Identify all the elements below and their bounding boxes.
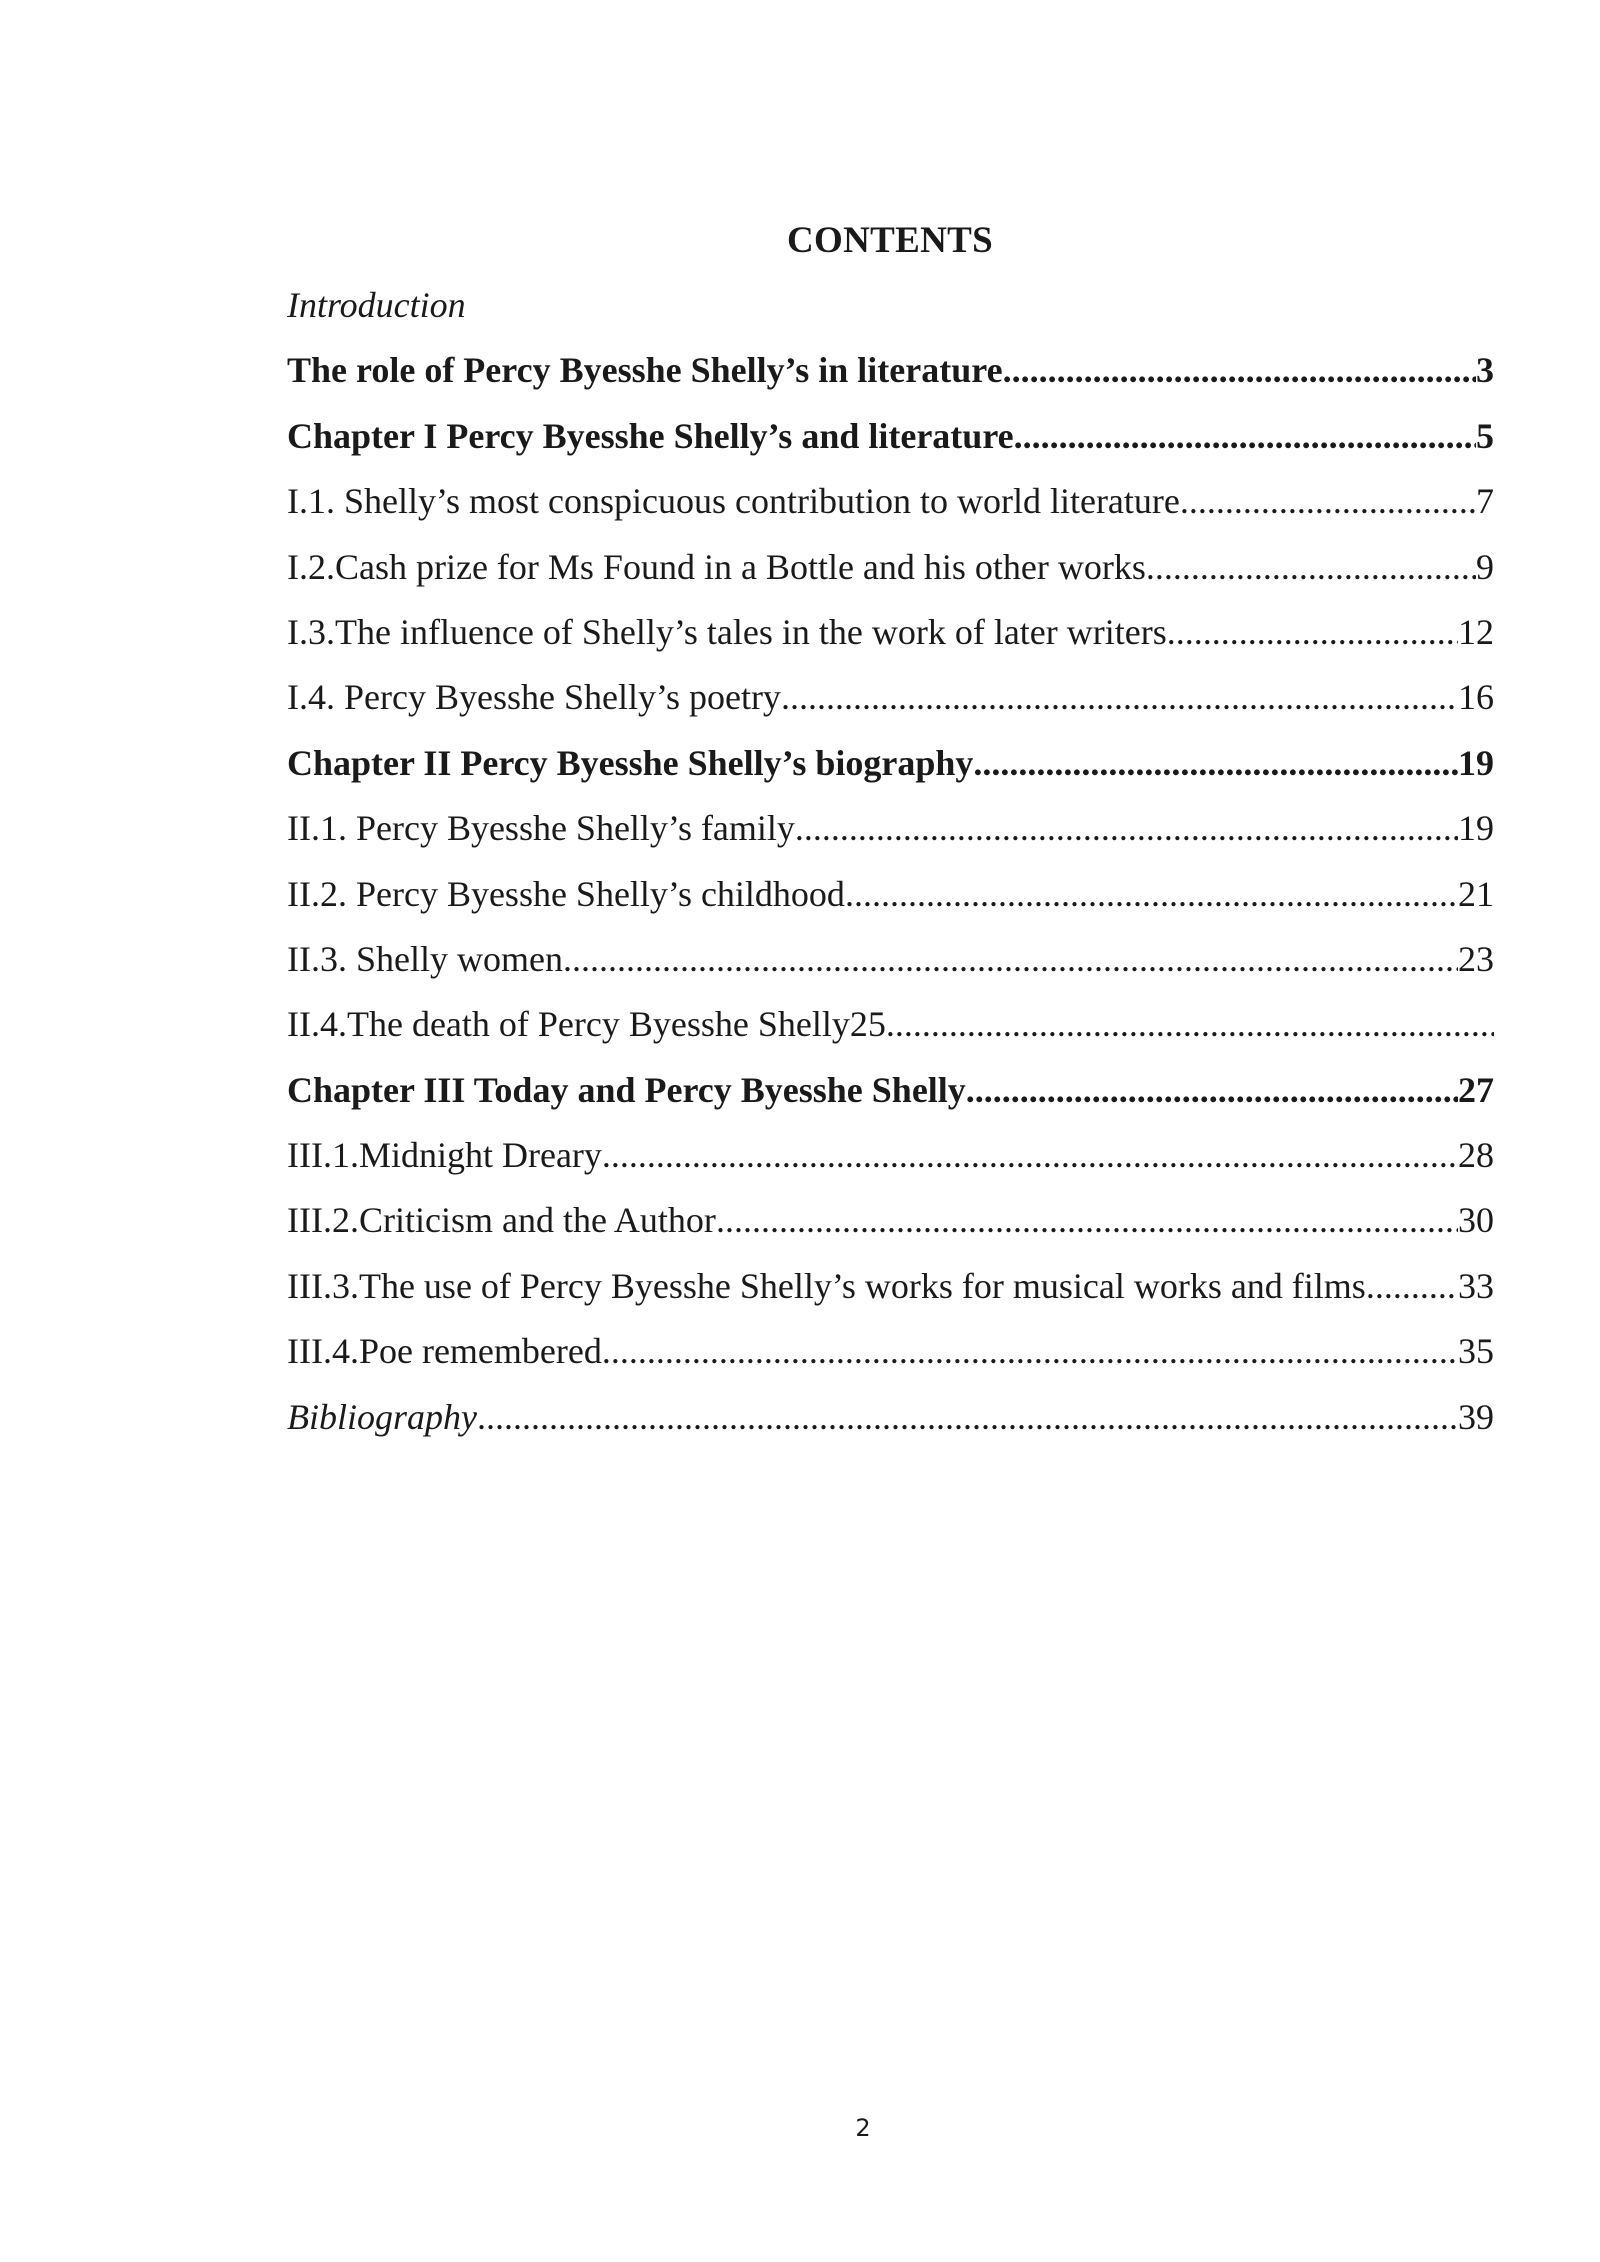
- toc-entry-line: [287, 542, 1494, 592]
- toc-entry-line: [287, 345, 1494, 395]
- toc-entry-line: [287, 1261, 1494, 1311]
- toc-entry-label: Bibliography: [287, 1396, 477, 1437]
- toc-entry: [287, 1195, 1494, 1260]
- dot-leader: [845, 869, 1458, 919]
- toc-entry-line: [287, 738, 1494, 788]
- toc-entry-label: II.4.The death of Percy Byesshe Shelly25: [287, 1004, 886, 1045]
- toc-entry-label: III.3.The use of Percy Byesshe Shelly’s works for musical works and films: [287, 1265, 1366, 1306]
- toc-entry-page: 35: [1458, 1331, 1494, 1372]
- toc-entry: [287, 934, 1494, 999]
- toc-entry-page: 5: [1476, 415, 1494, 456]
- dot-leader: [477, 1392, 1458, 1442]
- toc-entry: [287, 1326, 1494, 1391]
- toc-entry-line: [287, 934, 1494, 984]
- toc-entry-label: Chapter I Percy Byesshe Shelly’s and literature: [287, 415, 1014, 456]
- toc-entry-label: I.3.The influence of Shelly’s tales in the work of later writers: [287, 611, 1167, 652]
- toc-entry-line: [287, 1130, 1494, 1180]
- toc-entry-line: [287, 803, 1494, 853]
- toc-entry-label: II.2. Percy Byesshe Shelly’s childhood: [287, 873, 845, 914]
- toc-entry-page: 3: [1476, 350, 1494, 391]
- toc-entry-label: II.3. Shelly women: [287, 938, 563, 979]
- toc-entry-line: [287, 1326, 1494, 1376]
- dot-leader: [1146, 542, 1476, 592]
- dot-leader: [781, 672, 1458, 722]
- toc-entry-label: The role of Percy Byesshe Shelly’s in literature: [287, 350, 1003, 391]
- dot-leader: [1180, 476, 1476, 526]
- toc-entry-line: [287, 476, 1494, 526]
- toc-entry-label: Chapter II Percy Byesshe Shelly’s biography: [287, 742, 974, 783]
- toc-entry: [287, 869, 1494, 934]
- toc-entry: [287, 1261, 1494, 1326]
- dot-leader: [886, 999, 1494, 1049]
- toc-entry-line: [287, 999, 1494, 1049]
- toc-entry-page: 33: [1458, 1265, 1494, 1306]
- toc-entry-line: [287, 672, 1494, 722]
- toc-entry-page: 12: [1458, 611, 1494, 652]
- toc-entry-label: I.1. Shelly’s most conspicuous contribution to world literature: [287, 481, 1180, 522]
- page-number: 2: [855, 2114, 871, 2142]
- dot-leader: [1366, 1261, 1458, 1311]
- toc-entry: [287, 803, 1494, 868]
- toc-entry-line: [287, 1392, 1494, 1442]
- toc-entry: [287, 476, 1494, 541]
- toc-entry-page: 28: [1458, 1135, 1494, 1176]
- toc-entry-line: [287, 869, 1494, 919]
- toc-entry: [287, 280, 1494, 345]
- toc-entry-page: 21: [1458, 873, 1494, 914]
- dot-leader: [602, 1326, 1458, 1376]
- toc-entry-label: III.2.Criticism and the Author: [287, 1200, 716, 1241]
- toc-entry-page: 16: [1458, 677, 1494, 718]
- toc-entry-page: 9: [1476, 546, 1494, 587]
- dot-leader: [966, 1065, 1458, 1115]
- toc-entry: [287, 672, 1494, 737]
- toc-entry: [287, 1392, 1494, 1457]
- toc-entry-line: [287, 607, 1494, 657]
- toc-entry-label: I.2.Cash prize for Ms Found in a Bottle and his other works: [287, 546, 1146, 587]
- toc-entry-label: II.1. Percy Byesshe Shelly’s family: [287, 808, 795, 849]
- toc-entry-line: [287, 1195, 1494, 1245]
- table-of-contents: [287, 280, 1494, 1457]
- toc-entry-page: 27: [1458, 1069, 1494, 1110]
- toc-entry-page: 19: [1458, 742, 1494, 783]
- toc-entry-page: 19: [1458, 808, 1494, 849]
- toc-entry: [287, 411, 1494, 476]
- toc-entry-page: 30: [1458, 1200, 1494, 1241]
- toc-entry: [287, 999, 1494, 1064]
- dot-leader: [602, 1130, 1458, 1180]
- toc-entry: [287, 607, 1494, 672]
- toc-entry-line: [287, 1065, 1494, 1115]
- toc-entry: [287, 738, 1494, 803]
- toc-entry: [287, 1065, 1494, 1130]
- toc-entry-label: I.4. Percy Byesshe Shelly’s poetry: [287, 677, 781, 718]
- toc-entry: [287, 345, 1494, 410]
- toc-entry-page: 23: [1458, 938, 1494, 979]
- dot-leader: [973, 738, 1458, 788]
- toc-entry-line: [287, 411, 1494, 461]
- dot-leader: [795, 803, 1458, 853]
- toc-entry: [287, 542, 1494, 607]
- contents-heading: CONTENTS: [787, 220, 993, 261]
- toc-entry-label: III.1.Midnight Dreary: [287, 1135, 602, 1176]
- dot-leader: [1003, 345, 1476, 395]
- toc-entry-page: 7: [1476, 481, 1494, 522]
- toc-entry-label: Introduction: [287, 285, 466, 325]
- dot-leader: [1014, 411, 1476, 461]
- dot-leader: [716, 1195, 1458, 1245]
- toc-entry-label: Chapter III Today and Percy Byesshe Shelly: [287, 1069, 966, 1110]
- toc-entry-label: III.4.Poe remembered: [287, 1331, 602, 1372]
- toc-entry-page: 39: [1458, 1396, 1494, 1437]
- toc-entry: [287, 1130, 1494, 1195]
- dot-leader: [563, 934, 1458, 984]
- dot-leader: [1167, 607, 1458, 657]
